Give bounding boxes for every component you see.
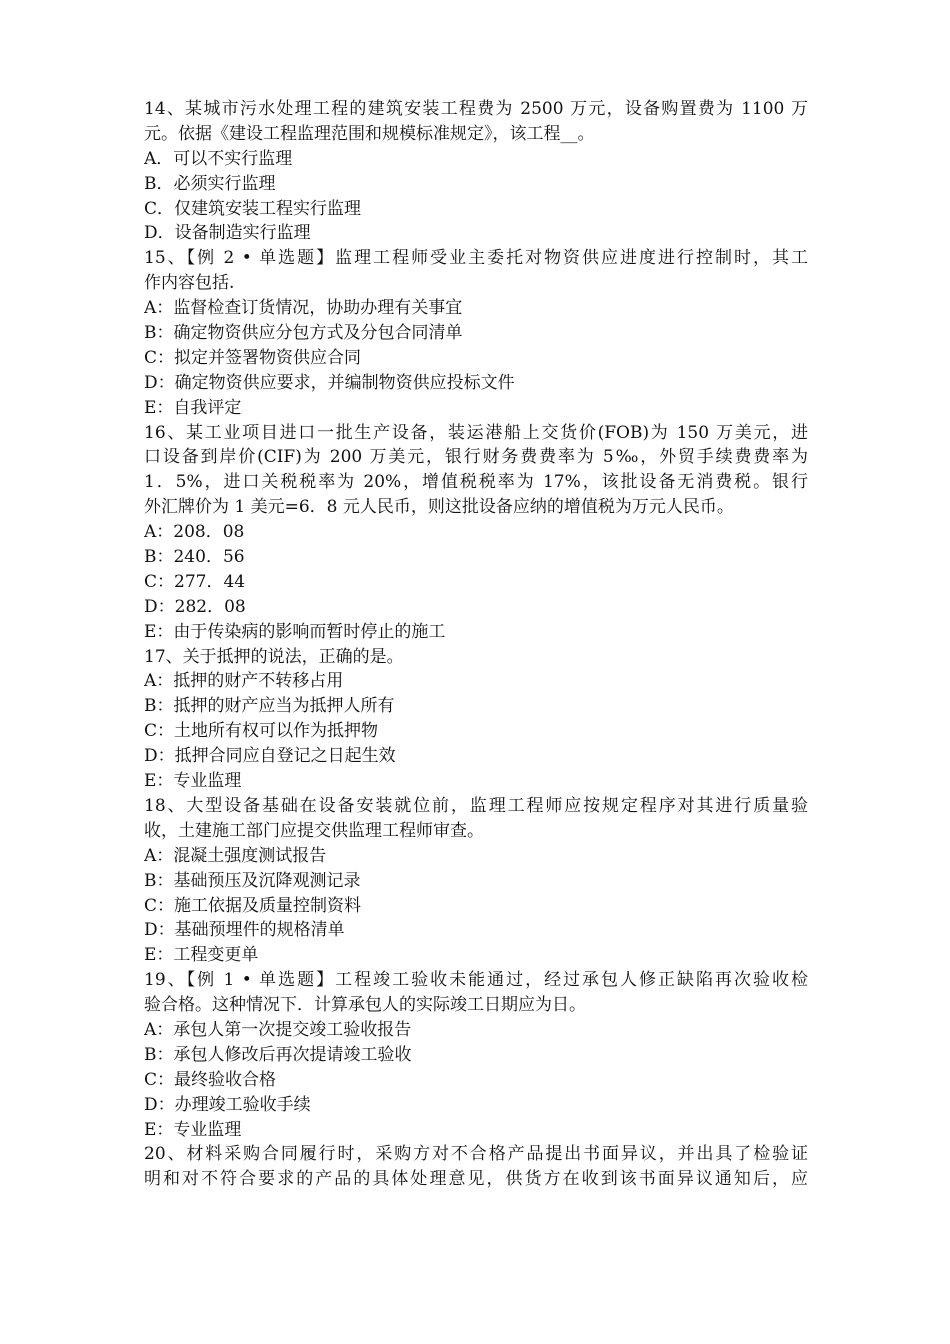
- question-16-stem-line-4: 外汇牌价为 1 美元=6．8 元人民币，则这批设备应纳的增值税为万元人民币。: [144, 497, 734, 518]
- question-15-option-c: C：拟定并签署物资供应合同: [144, 347, 362, 368]
- question-17-stem: 17、关于抵押的说法，正确的是。: [144, 646, 404, 667]
- question-18-stem-line-2: 收，土建施工部门应提交供监理工程师审查。: [144, 820, 484, 841]
- question-18-stem-line-1: 18、大型设备基础在设备安装就位前，监理工程师应按规定程序对其进行质量验: [144, 795, 808, 816]
- question-14-stem-line-2: 元。依据《建设工程监理范围和规模标准规定》，该工程__。: [144, 123, 595, 144]
- question-15-stem-line-2: 作内容包括.: [144, 273, 235, 294]
- question-16-option-d: D：282．08: [144, 596, 246, 617]
- question-16-stem-line-2: 口设备到岸价(CIF)为 200 万美元，银行财务费费率为 5‰，外贸手续费费率为: [144, 447, 808, 468]
- question-17-option-a: A：抵押的财产不转移占用: [144, 671, 344, 692]
- question-17-option-e: E：专业监理: [144, 771, 242, 792]
- question-20-stem-line-2: 明和对不符合要求的产品的具体处理意见，供货方在收到该书面异议通知后，应: [144, 1169, 808, 1190]
- question-14-option-a: A．可以不实行监理: [144, 148, 293, 169]
- question-17-option-c: C：土地所有权可以作为抵押物: [144, 721, 379, 742]
- question-18-option-e: E：工程变更单: [144, 945, 259, 966]
- question-15-stem-line-1: 15、【例 2 • 单选题】监理工程师受业主委托对物资供应进度进行控制时，其工: [144, 248, 808, 269]
- question-16-option-e: E：由于传染病的影响而暂时停止的施工: [144, 621, 446, 642]
- question-18-option-b: B：基础预压及沉降观测记录: [144, 870, 361, 891]
- question-15-option-b: B：确定物资供应分包方式及分包合同清单: [144, 323, 463, 344]
- question-18-option-d: D：基础预埋件的规格清单: [144, 920, 345, 941]
- question-19-option-e: E：专业监理: [144, 1119, 242, 1140]
- question-19-option-b: B：承包人修改后再次提请竣工验收: [144, 1044, 412, 1065]
- question-19-stem-line-2: 验合格。这种情况下．计算承包人的实际竣工日期应为日。: [144, 995, 586, 1016]
- document-page: [144, 97, 808, 1192]
- question-17-option-b: B：抵押的财产应当为抵押人所有: [144, 696, 395, 717]
- question-14-option-d: D．设备制造实行监理: [144, 223, 311, 244]
- question-18-option-a: A：混凝土强度测试报告: [144, 845, 327, 866]
- question-16-stem-line-3: 1．5%，进口关税税率为 20%，增值税税率为 17%，该批设备无消费税。银行: [144, 472, 808, 493]
- question-16-option-a: A：208．08: [144, 522, 245, 543]
- question-19-option-c: C：最终验收合格: [144, 1069, 277, 1090]
- question-14-stem-line-1: 14、某城市污水处理工程的建筑安装工程费为 2500 万元，设备购置费为 1100 万: [144, 99, 808, 119]
- question-15-option-d: D：确定物资供应要求，并编制物资供应投标文件: [144, 372, 515, 393]
- question-19-option-d: D：办理竣工验收手续: [144, 1094, 311, 1115]
- question-16-option-b: B：240．56: [144, 547, 245, 568]
- question-15-option-e: E：自我评定: [144, 397, 242, 418]
- question-14-option-c: C．仅建筑安装工程实行监理: [144, 198, 362, 219]
- question-19-option-a: A：承包人第一次提交竣工验收报告: [144, 1019, 412, 1040]
- question-17-option-d: D：抵押合同应自登记之日起生效: [144, 746, 396, 767]
- question-15-option-a: A：监督检查订货情况，协助办理有关事宜: [144, 298, 463, 319]
- question-16-option-c: C：277．44: [144, 571, 246, 592]
- question-18-option-c: C：施工依据及质量控制资料: [144, 895, 362, 916]
- question-19-stem-line-1: 19、【例 1 • 单选题】工程竣工验收未能通过，经过承包人修正缺陷再次验收检: [144, 970, 808, 991]
- question-16-stem-line-1: 16、某工业项目进口一批生产设备，装运港船上交货价(FOB)为 150 万美元，进: [144, 422, 808, 443]
- question-20-stem-line-1: 20、材料采购合同履行时，采购方对不合格产品提出书面异议，并出具了检验证: [144, 1144, 808, 1165]
- question-14-option-b: B．必须实行监理: [144, 173, 276, 194]
